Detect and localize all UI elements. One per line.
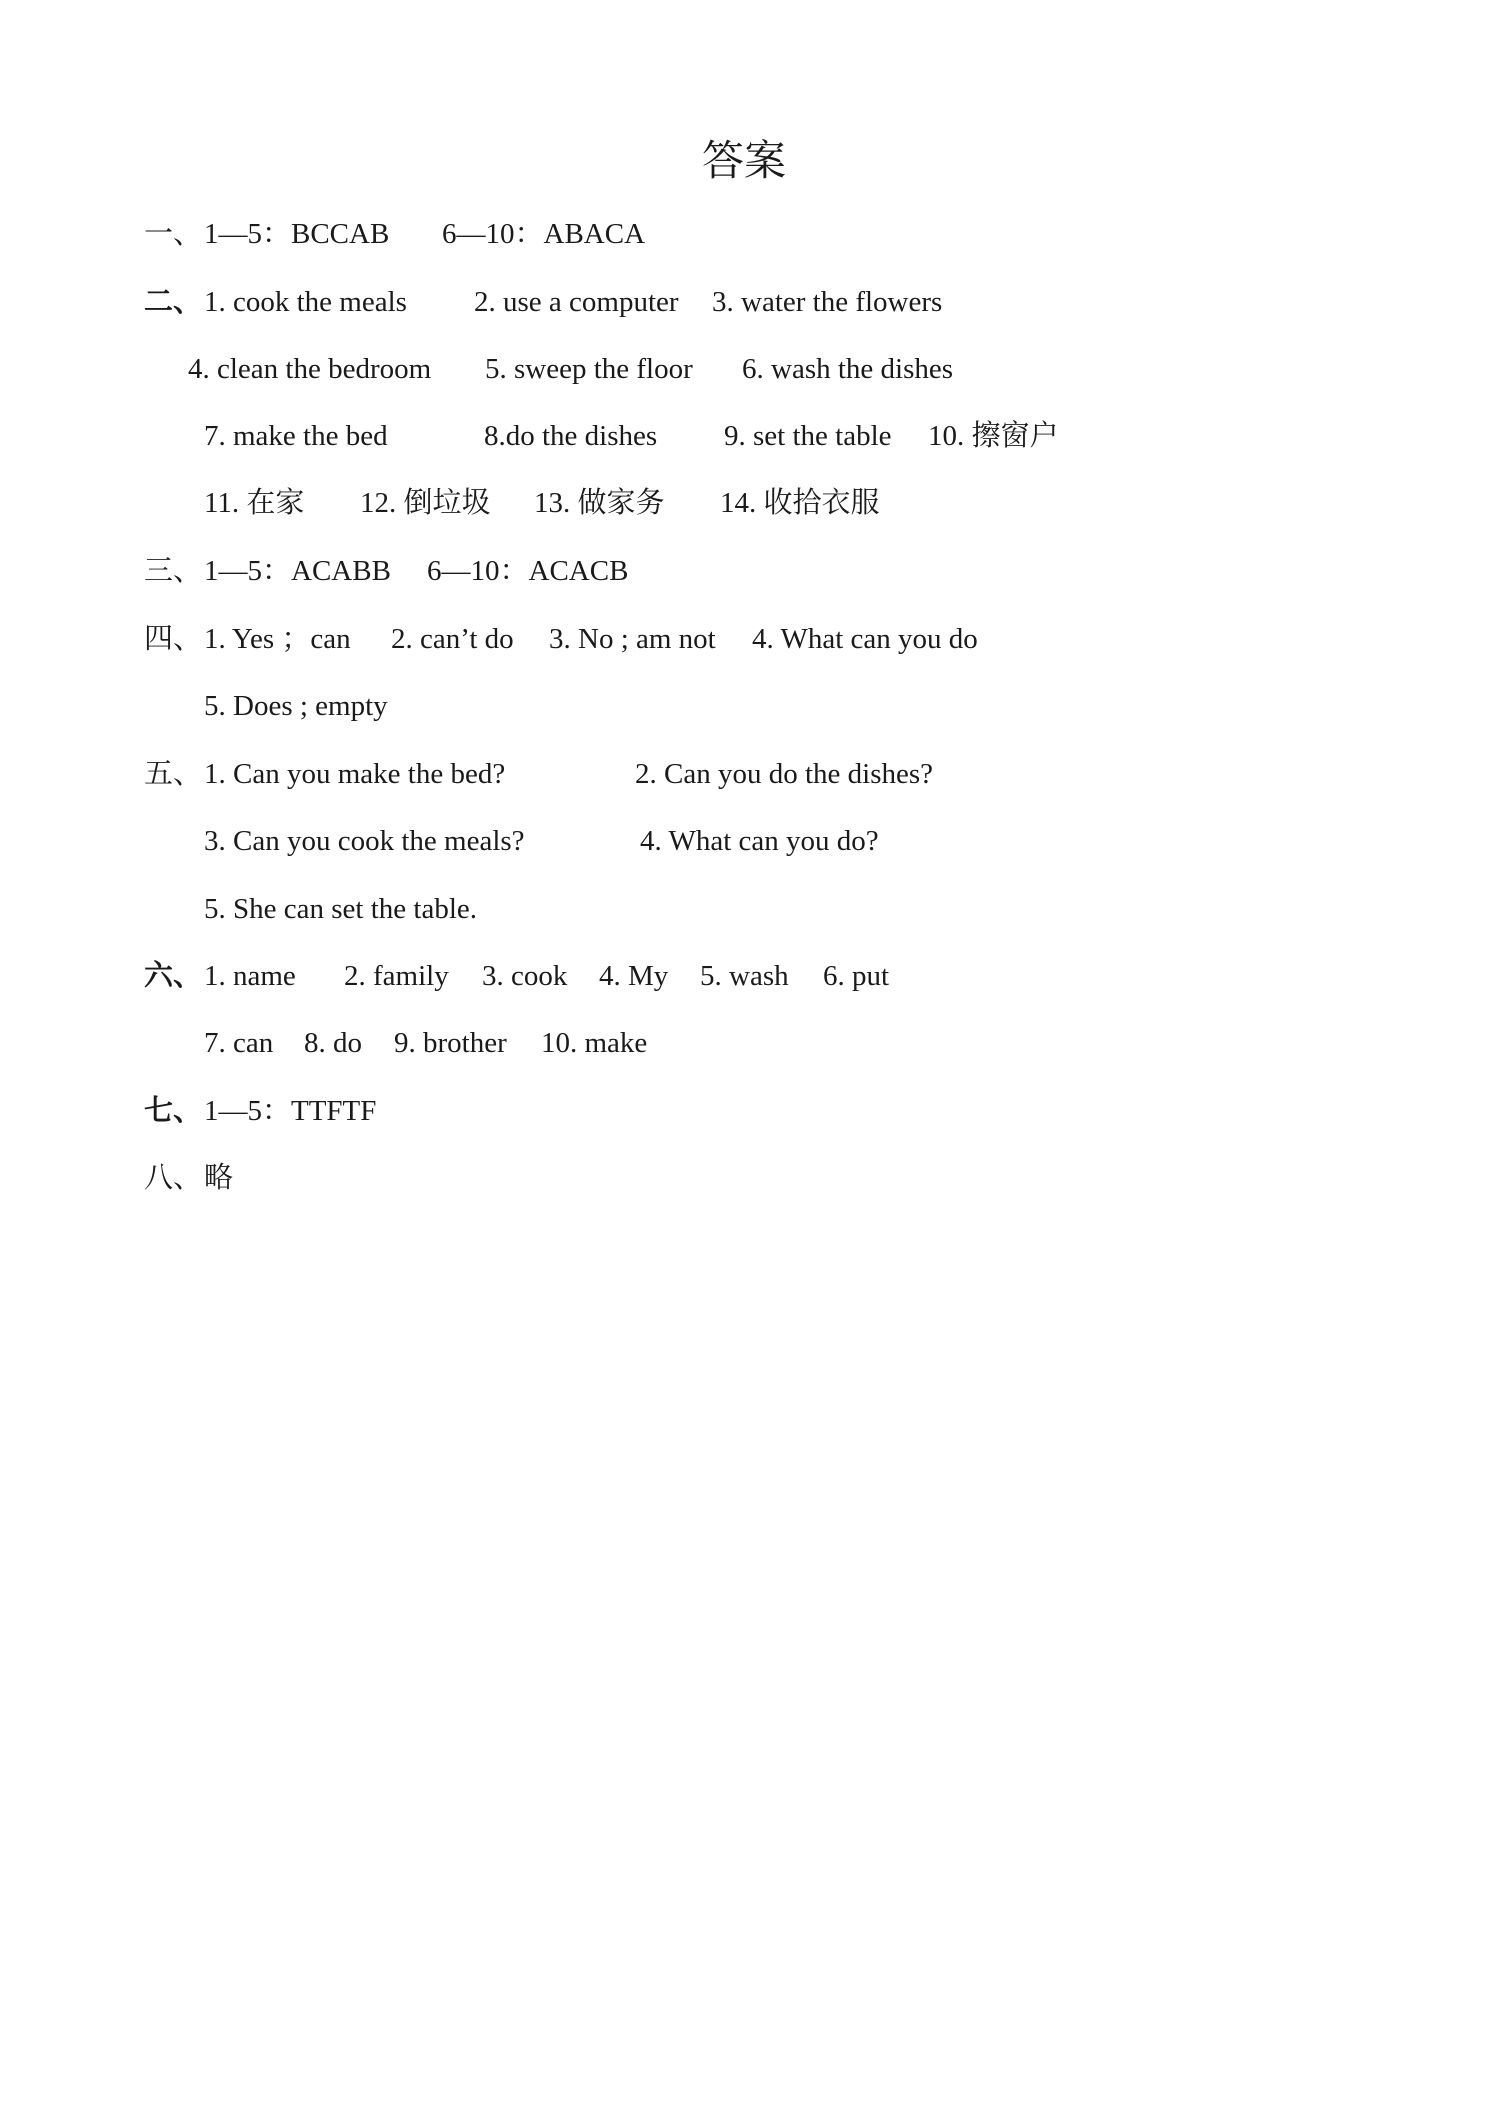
- section-2-answer-8: 8.do the dishes: [484, 420, 658, 452]
- section-2-answer-9: 9. set the table: [724, 420, 892, 452]
- section-6-answer-6: 6. put: [823, 960, 890, 992]
- section-7-answer-1: 1—5：TTFTF: [204, 1095, 377, 1127]
- section-4-answer-3: 3. No ; am not: [549, 623, 716, 655]
- section-4-label: 四、: [144, 623, 203, 655]
- section-4-row-1: [144, 617, 1344, 661]
- section-2-answer-7: 7. make the bed: [204, 420, 388, 452]
- section-5-label: 五、: [144, 758, 203, 790]
- section-6-answer-2: 2. family: [344, 960, 449, 992]
- section-2-answer-14: 14. 收拾衣服: [720, 487, 880, 519]
- section-7: [144, 1089, 1344, 1133]
- section-5-answer-2: 2. Can you do the dishes?: [635, 758, 934, 790]
- section-6-row-2: [204, 1021, 1404, 1065]
- section-2-answer-5: 5. sweep the floor: [485, 353, 693, 385]
- section-6-answer-8: 8. do: [304, 1027, 362, 1059]
- section-8: [144, 1156, 1344, 1200]
- section-2-answer-11: 11. 在家: [204, 487, 305, 519]
- section-2-row-4: [204, 481, 1404, 525]
- section-8-label: 八、: [144, 1162, 203, 1194]
- section-5-row-1: [144, 752, 1344, 796]
- section-3: [144, 549, 1344, 593]
- section-2-answer-10: 10. 擦窗户: [928, 420, 1059, 452]
- section-2-answer-12: 12. 倒垃圾: [360, 487, 491, 519]
- section-6-answer-3: 3. cook: [482, 960, 568, 992]
- section-6-answer-5: 5. wash: [700, 960, 789, 992]
- section-4-answer-2: 2. can’t do: [391, 623, 514, 655]
- section-4-answer-4: 4. What can you do: [752, 623, 978, 655]
- section-6-answer-4: 4. My: [599, 960, 669, 992]
- section-6-answer-7: 7. can: [204, 1027, 274, 1059]
- section-2-row-3: [204, 414, 1404, 458]
- section-1-answer-2: 6—10：ABACA: [442, 218, 646, 250]
- section-5-answer-3: 3. Can you cook the meals?: [204, 825, 525, 857]
- section-2-label: 二、: [144, 286, 203, 318]
- section-4-row-2: [204, 684, 1404, 728]
- section-1: [144, 212, 1344, 256]
- section-5-row-3: [204, 887, 1404, 931]
- page-title: 答案: [701, 139, 786, 185]
- section-2-answer-3: 3. water the flowers: [712, 286, 943, 318]
- section-2-row-1: [144, 280, 1344, 324]
- section-3-label: 三、: [144, 555, 203, 587]
- section-6-answer-10: 10. make: [541, 1027, 648, 1059]
- section-6-label: 六、: [144, 960, 203, 992]
- section-2-answer-4: 4. clean the bedroom: [188, 353, 432, 385]
- section-7-label: 七、: [144, 1095, 203, 1127]
- section-4-answer-5: 5. Does ; empty: [204, 690, 388, 722]
- section-1-label: 一、: [144, 218, 203, 250]
- section-2-answer-2: 2. use a computer: [474, 286, 679, 318]
- section-3-answer-1: 1—5：ACABB: [204, 555, 391, 587]
- section-2-answer-6: 6. wash the dishes: [742, 353, 954, 385]
- section-8-answer-1: 略: [204, 1162, 234, 1194]
- section-1-answer-1: 1—5：BCCAB: [204, 218, 390, 250]
- section-3-answer-2: 6—10：ACACB: [427, 555, 629, 587]
- section-6-answer-1: 1. name: [204, 960, 296, 992]
- section-6-row-1: [144, 954, 1344, 998]
- section-4-answer-1: 1. Yes ；can: [204, 623, 351, 655]
- section-6-answer-9: 9. brother: [394, 1027, 507, 1059]
- section-5-answer-1: 1. Can you make the bed?: [204, 758, 506, 790]
- section-2-answer-1: 1. cook the meals: [204, 286, 407, 318]
- section-5-row-2: [204, 819, 1404, 863]
- section-2-row-2: [188, 347, 1388, 391]
- section-5-answer-4: 4. What can you do?: [640, 825, 879, 857]
- section-5-answer-5: 5. She can set the table.: [204, 893, 477, 925]
- section-2-answer-13: 13. 做家务: [534, 487, 665, 519]
